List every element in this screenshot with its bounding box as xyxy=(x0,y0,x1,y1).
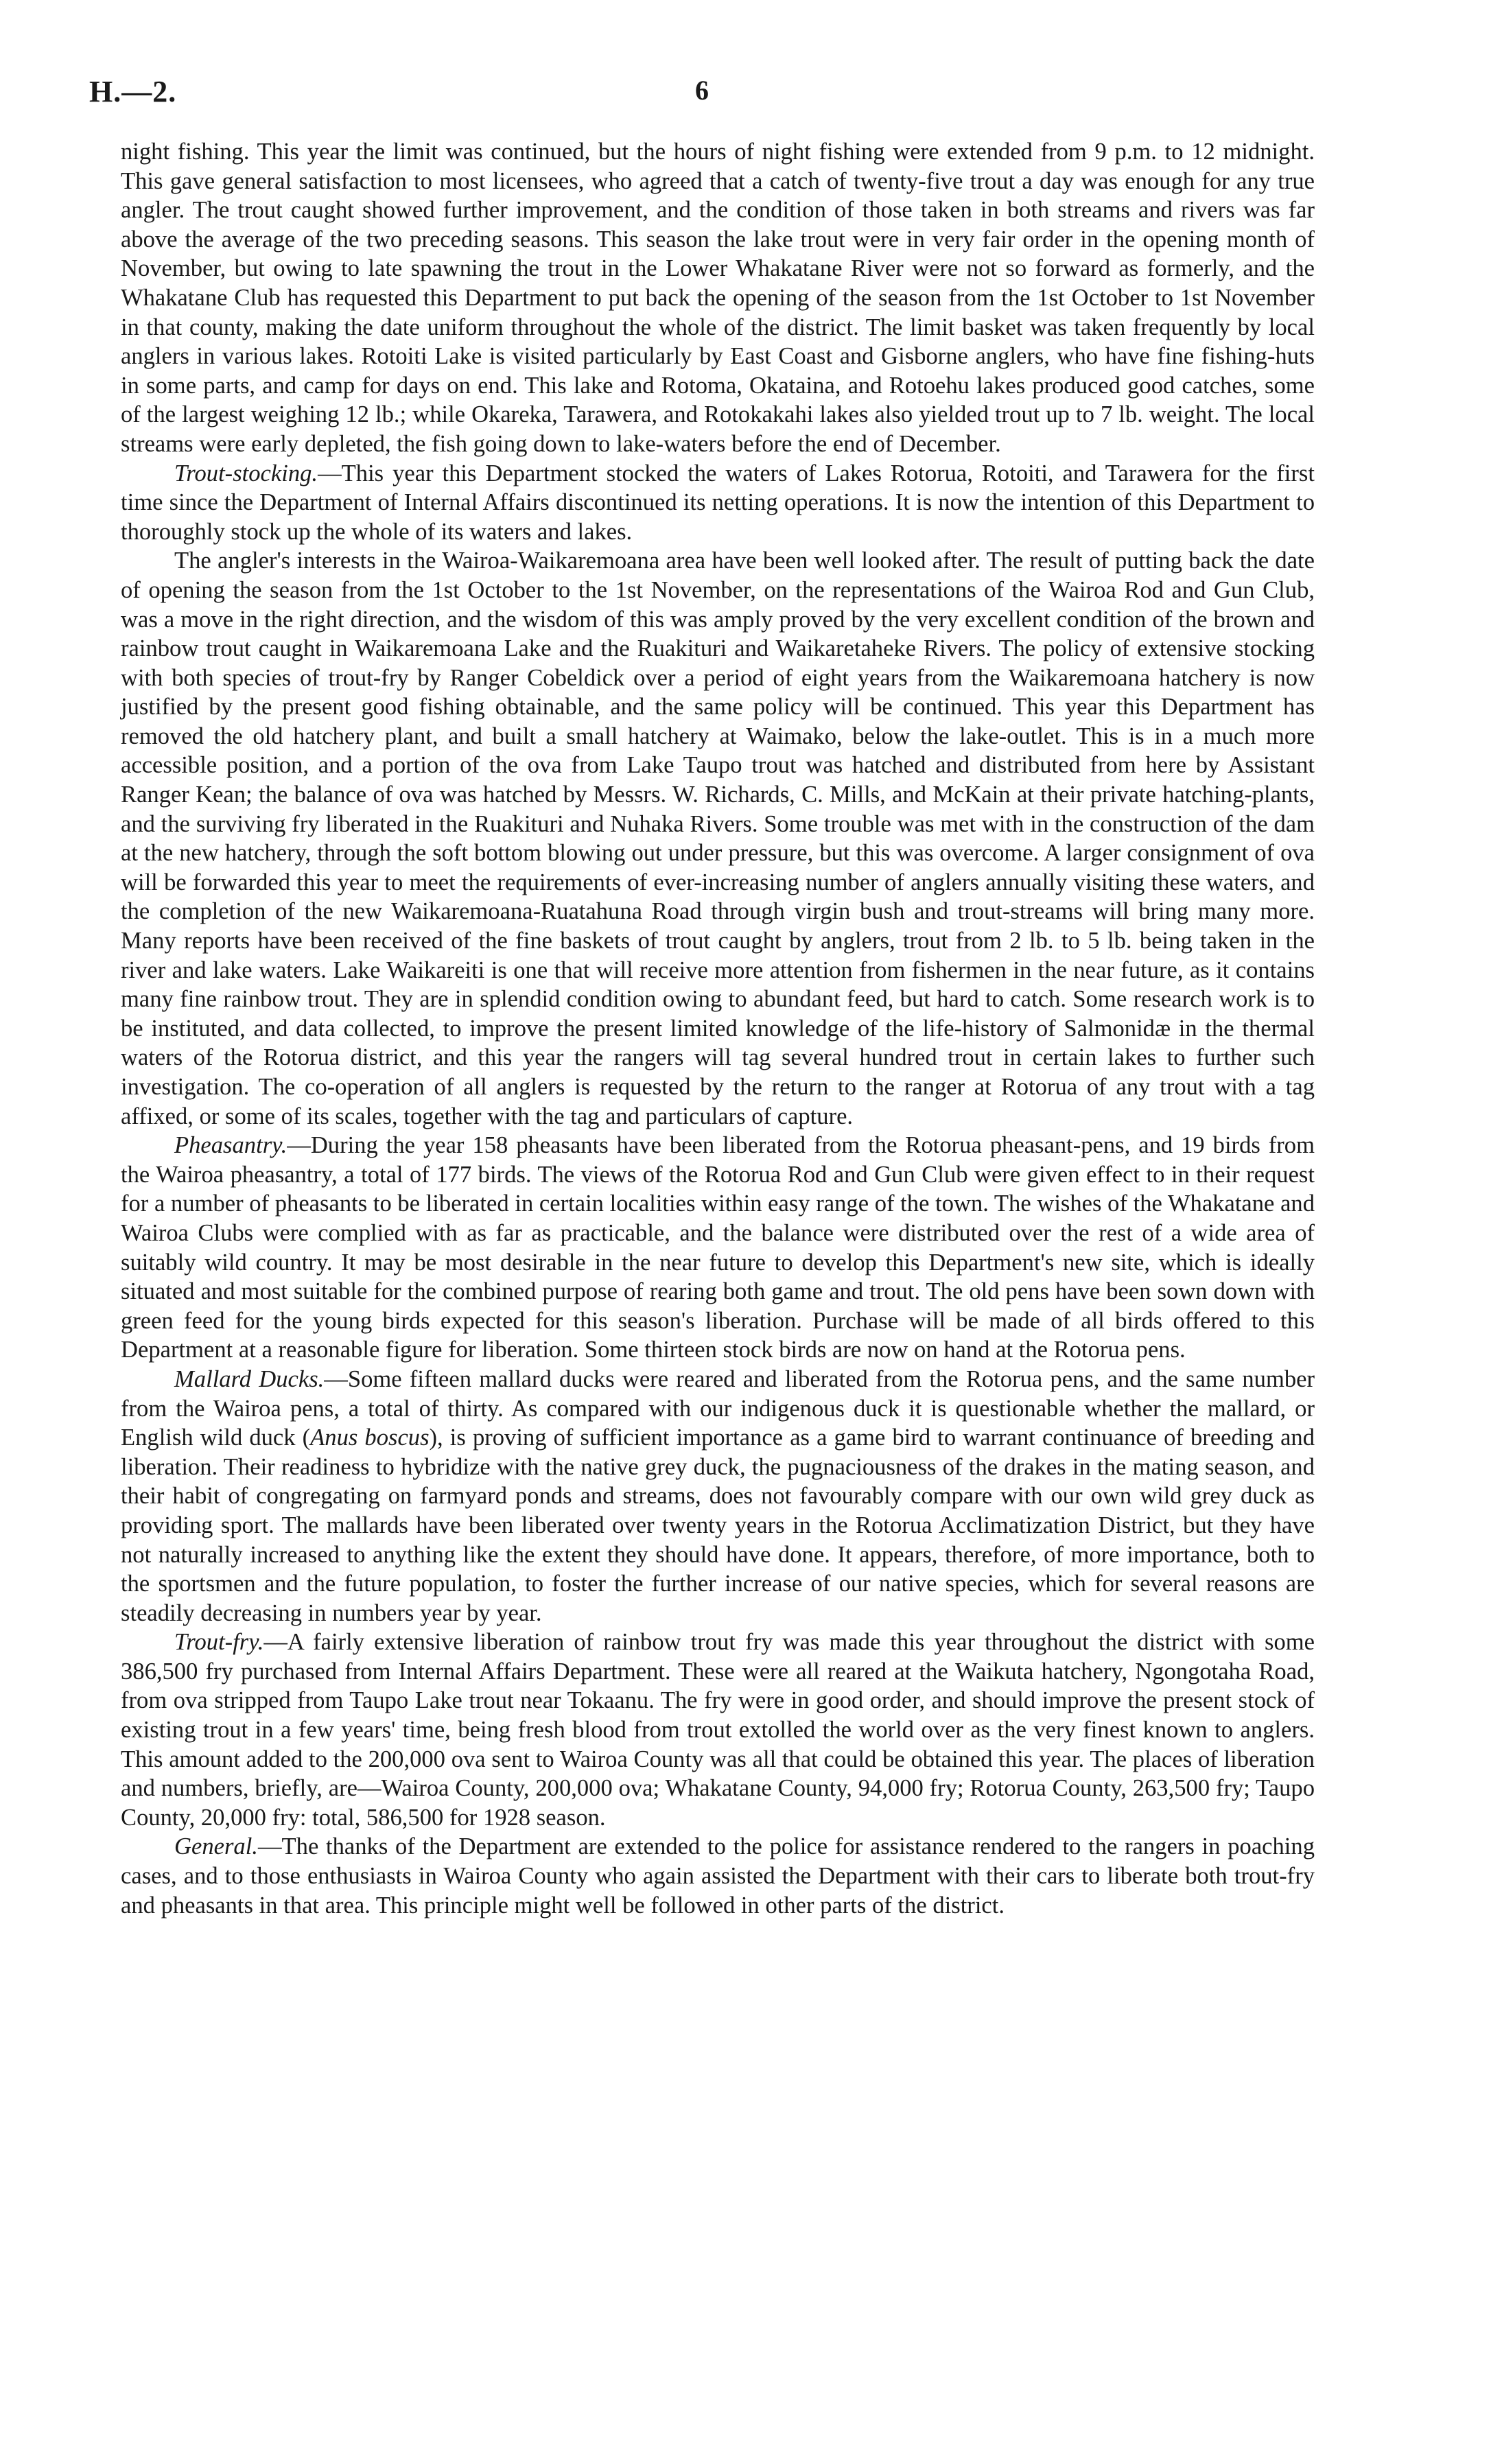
paragraph-night-fishing xyxy=(121,137,1315,459)
paragraph-mallard-ducks xyxy=(121,1365,1315,1628)
paragraph-text: —During the year 158 pheasants have been liberated from the Rotorua pheasant-pens, and 19 birds from the Wairoa pheasantry, a total of 177 birds. The views of the Rotorua Rod and Gun Club were given effect to in their request for a number of pheasants to be liberated in certain localities within easy range of the town. The wishes of the Whakatane and Wairoa Clubs were complied with as far as practicable, and the balance were distributed over the rest of a wide area of suitably wild country. It may be most desirable in the near future to develop this Department's new site, which is ideally situated and most suitable for the combined purpose of rearing both game and trout. The old pens have been sown down with green feed for the young birds expected for this season's liberation. Purchase will be made of all birds offered to this Department at a reasonable figure for liberation. Some thirteen stock birds are now on hand at the Rotorua pens. xyxy=(121,1132,1315,1363)
section-heading-mallard-ducks: Mallard Ducks. xyxy=(174,1365,325,1392)
running-head xyxy=(89,74,1315,115)
paragraph-trout-stocking xyxy=(121,459,1315,547)
latin-species-name: Anus boscus xyxy=(310,1424,430,1451)
paragraph-text: —A fairly extensive liberation of rainbow trout fry was made this year throughout the district with some 386,500 fry purchased from Internal Affairs Department. These were all reared at the Waikuta hatchery, Ngongotaha Road, from ova stripped from Taupo Lake trout near Tokaanu. The fry were in good order, and should improve the present stock of existing trout in a few years' time, being fresh blood from trout extolled the world over as the very finest known to anglers. This amount added to the 200,000 ova sent to Wairoa County was all that could be obtained this year. The places of liberation and numbers, briefly, are—Wairoa County, 200,000 ova; Whakatane County, 94,000 fry; Rotorua County, 263,500 fry; Taupo County, 20,000 fry: total, 586,500 for 1928 season. xyxy=(121,1629,1315,1831)
paragraph-text: The angler's interests in the Wairoa-Waikaremoana area have been well looked after. The result of putting back the date of opening the season from the 1st October to the 1st November, on the representations of the Wairoa Rod and Gun Club, was a move in the right direction, and the wisdom of this was amply proved by the very excellent condition of the brown and rainbow trout caught in Waikaremoana Lake and the Ruakituri and Waikaretaheke Rivers. The policy of extensive stocking with both species of trout-fry by Ranger Cobeldick over a period of eight years from the Waikaremoana hatchery is now justified by the present good fishing obtainable, and the same policy will be continued. This year this Department has removed the old hatchery plant, and built a small hatchery at Waimako, below the lake-outlet. This is in a much more accessible position, and a portion of the ova from Lake Taupo trout was hatched and distributed from here by Assistant Ranger Kean; the balance of ova was hatched by Messrs. W. Richards, C. Mills, and McKain at their private hatching-plants, and the surviving fry liberated in the Ruakituri and Nuhaka Rivers. Some trouble was met with in the construction of the dam at the new hatchery, through the soft bottom blowing out under pressure, but this was overcome. A larger consignment of ova will be forwarded this year to meet the requirements of ever-increasing number of anglers annually visiting these waters, and the completion of the new Waikaremoana-Ruatahuna Road through virgin bush and trout-streams will bring many more. Many reports have been received of the fine baskets of trout caught by anglers, trout from 2 lb. to 5 lb. being taken in the river and lake waters. Lake Waikareiti is one that will receive more attention from fishermen in the near future, as it contains many fine rainbow trout. They are in splendid condition owing to abundant feed, but hard to catch. Some research work is to be instituted, and data collected, to improve the present limited knowledge of the life-history of Salmonidæ in the thermal waters of the Rotorua district, and this year the rangers will tag several hundred trout in certain lakes to further such investigation. The co-operation of all anglers is requested by the return to the ranger at Rotorua of any trout with a tag affixed, or some of its scales, together with the tag and particulars of capture. xyxy=(121,548,1315,1129)
paragraph-text: —This year this Department stocked the waters of Lakes Rotorua, Rotoiti, and Tarawera for the first time since the Department of Internal Affairs discontinued its netting operations. It is now the intention of this Department to thoroughly stock up the whole of its waters and lakes. xyxy=(121,460,1315,545)
paragraph-pheasantry xyxy=(121,1131,1315,1365)
paragraph-text: ), is proving of sufficient importance as a game bird to warrant continuance of breeding and liberation. Their readiness to hybridize with the native grey duck, the pugnaciousness of the drakes in the mating season, and their habit of congregating on farmyard ponds and streams, does not favourably compare with our own wild grey duck as providing sport. The mallards have been liberated over twenty years in the Rotorua Acclimatization District, but they have not naturally increased to anything like the extent they should have done. It appears, therefore, of more importance, both to the sportsmen and the future population, to foster the further increase of our native species, which for several reasons are steadily decreasing in numbers year by year. xyxy=(121,1424,1315,1626)
section-heading-trout-stocking: Trout-stocking. xyxy=(174,460,318,486)
section-heading-pheasantry: Pheasantry. xyxy=(174,1132,287,1159)
paragraph-text: night fishing. This year the limit was continued, but the hours of night fishing were extended from 9 p.m. to 12 midnight. This gave general satisfaction to most licensees, who agreed that a catch of twenty-five trout a day was enough for any true angler. The trout caught showed further improvement, and the condition of those taken in both streams and rivers was far above the average of the two preceding seasons. This season the lake trout were in very fair order in the opening month of November, but owing to late spawning the trout in the Lower Whakatane River were not so forward as formerly, and the Whakatane Club has requested this Department to put back the opening of the season from the 1st October to 1st November in that county, making the date uniform throughout the whole of the district. The limit basket was taken frequently by local anglers in various lakes. Rotoiti Lake is visited particularly by East Coast and Gisborne anglers, who have fine fishing-huts in some parts, and camp for days on end. This lake and Rotoma, Okataina, and Rotoehu lakes produced good catches, some of the largest weighing 12 lb.; while Okareka, Tarawera, and Rotokakahi lakes also yielded trout up to 7 lb. weight. The local streams were early depleted, the fish going down to lake-waters before the end of December. xyxy=(121,139,1315,457)
page-number: 6 xyxy=(695,75,709,106)
document-code: H.—2. xyxy=(89,75,177,108)
body-text xyxy=(121,137,1315,1920)
paragraph-general xyxy=(121,1832,1315,1920)
paragraph-text: —The thanks of the Department are extended to the police for assistance rendered to the rangers in poaching cases, and to those enthusiasts in Wairoa County who again assisted the Department with their cars to liberate both trout-fry and pheasants in that area. This principle might well be followed in other parts of the district. xyxy=(121,1833,1315,1919)
section-heading-general: General. xyxy=(174,1833,258,1860)
paragraph-trout-fry xyxy=(121,1628,1315,1832)
paragraph-anglers-interests xyxy=(121,546,1315,1131)
paragraph-text: —Some fifteen mallard ducks were reared and liberated from the Rotorua pens, and the same number from the Wairoa pens, a total of thirty. As compared with our indigenous duck it is questionable whether the mallard, or English wild duck ( xyxy=(121,1365,1315,1451)
section-heading-trout-fry: Trout-fry. xyxy=(174,1629,264,1656)
